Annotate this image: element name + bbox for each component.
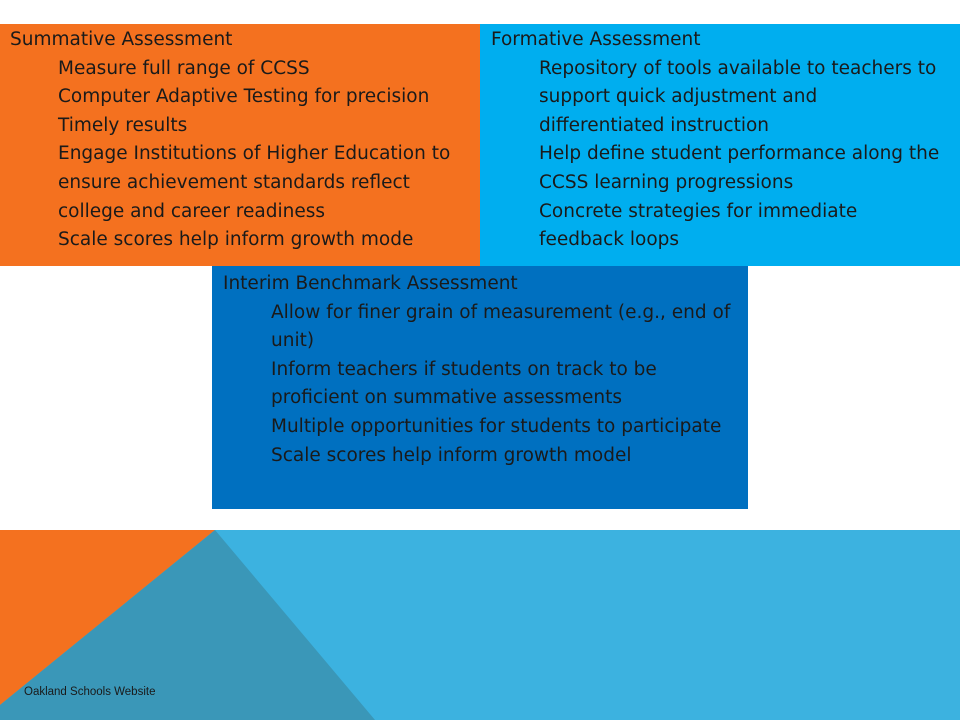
summative-item: Engage Institutions of Higher Education to ensure achievement standards reflect college and career readiness <box>58 143 451 222</box>
summative-assessment-list <box>10 55 480 255</box>
interim-benchmark-assessment-box <box>212 266 748 509</box>
summative-assessment-box <box>0 24 480 266</box>
footer-source-text: Oakland Schools Website <box>24 686 156 698</box>
formative-item: Concrete strategies for immediate feedback loops <box>539 200 858 251</box>
interim-benchmark-assessment-list <box>223 299 740 471</box>
interim-item: Multiple opportunities for students to participate <box>271 415 722 437</box>
formative-assessment-list <box>491 55 948 255</box>
summative-item: Computer Adaptive Testing for precision <box>58 86 430 108</box>
formative-item: Help define student performance along the CCSS learning progressions <box>539 143 940 193</box>
interim-item: Allow for finer grain of measurement (e.g., end of unit) <box>271 301 731 352</box>
formative-assessment-title: Formative Assessment <box>491 29 701 50</box>
summative-item: Scale scores help inform growth mode <box>58 229 414 251</box>
interim-item: Inform teachers if students on track to be proficient on summative assessments <box>271 358 657 409</box>
summative-assessment-title: Summative Assessment <box>10 29 233 50</box>
interim-benchmark-assessment-title: Interim Benchmark Assessment <box>223 273 518 294</box>
formative-assessment-box <box>480 24 960 266</box>
summative-item: Measure full range of CCSS <box>58 57 310 79</box>
summative-item: Timely results <box>58 114 188 136</box>
interim-item: Scale scores help inform growth model <box>271 444 632 466</box>
formative-item: Repository of tools available to teachers to support quick adjustment and differentiated instruction <box>539 57 937 136</box>
